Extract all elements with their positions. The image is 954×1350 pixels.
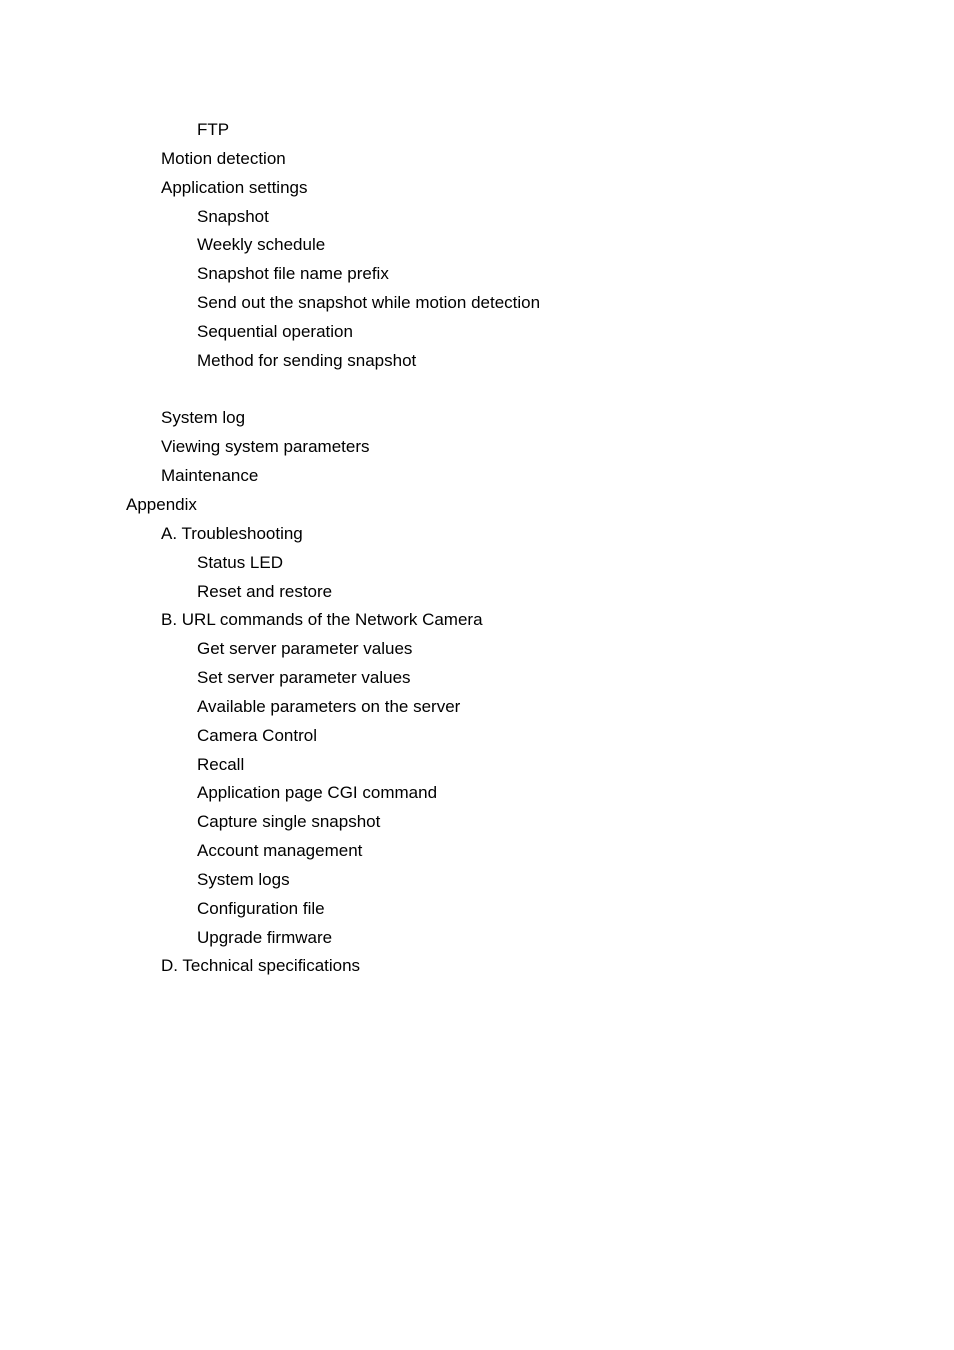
toc-entry-technical-specifications: D. Technical specifications [161,956,361,976]
toc-entry-snapshot-file-name-prefix: Snapshot file name prefix [197,264,389,284]
toc-entry-send-snapshot-motion: Send out the snapshot while motion detection [197,293,541,313]
toc-entry-ftp: FTP [197,120,230,139]
toc-entry-viewing-system-parameters: Viewing system parameters [161,437,370,457]
toc-entry-system-log: System log [161,408,246,428]
toc-entry-method-sending-snapshot: Method for sending snapshot [197,350,417,370]
toc-entry-account-management: Account management [197,841,363,861]
toc-entry-capture-single-snapshot: Capture single snapshot [197,812,381,832]
toc-entry-status-led: Status LED [197,552,283,572]
toc-entry-upgrade-firmware: Upgrade firmware [197,927,333,947]
toc-entry-recall: Recall [197,754,245,774]
table-of-contents [0,116,954,981]
toc-entry-configuration-file: Configuration file [197,898,325,918]
toc-entry-troubleshooting: A. Troubleshooting [161,523,303,543]
toc-entry-application-settings: Application settings [161,177,308,197]
toc-entry-set-server-parameter-values: Set server parameter values [197,668,411,688]
toc-entry-get-server-parameter-values: Get server parameter values [197,639,413,659]
toc-entry-appendix: Appendix [126,494,197,514]
toc-entry-system-logs: System logs [197,869,290,889]
toc-entry-sequential-operation: Sequential operation [197,321,353,341]
toc-entry-snapshot: Snapshot [197,206,269,226]
toc-entry-motion-detection: Motion detection [161,148,286,168]
toc-entry-reset-and-restore: Reset and restore [197,581,333,601]
toc-entry-camera-control: Camera Control [197,725,317,745]
toc-spacer [0,376,954,405]
toc-entry-maintenance: Maintenance [161,466,259,486]
toc-entry-available-parameters: Available parameters on the server [197,696,461,716]
toc-entry-application-page-cgi: Application page CGI command [197,783,438,803]
toc-entry-url-commands: B. URL commands of the Network Camera [161,610,483,630]
toc-entry-weekly-schedule: Weekly schedule [197,235,326,255]
